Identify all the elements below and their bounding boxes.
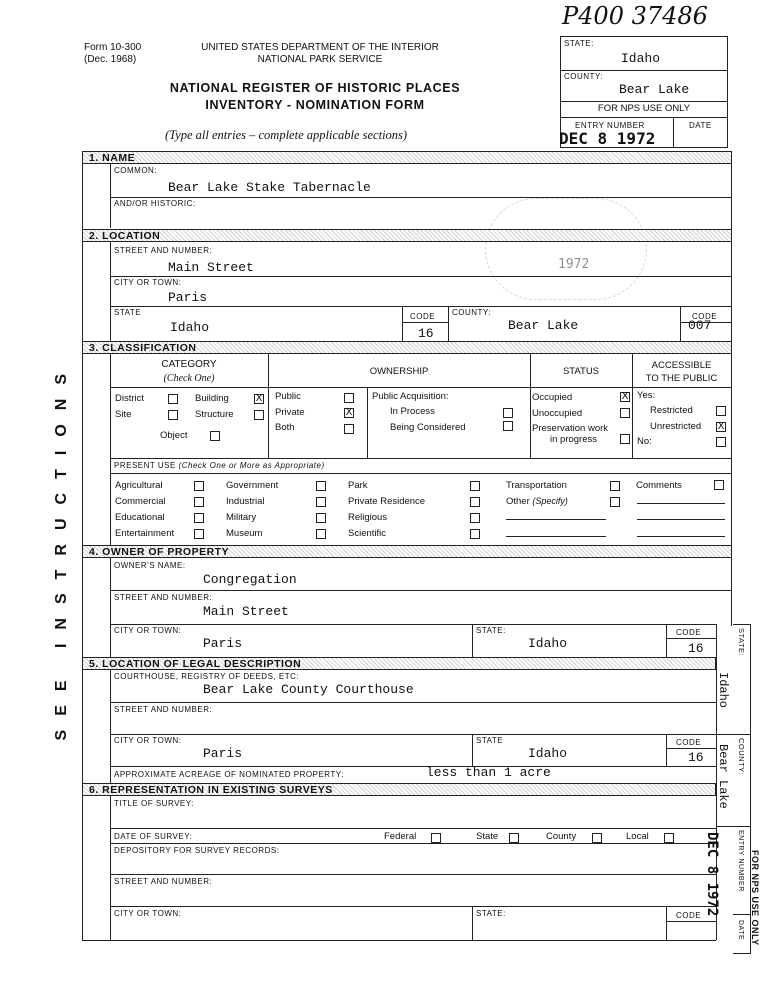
rb-county-label: COUNTY: [564, 72, 604, 81]
handwritten-reference: P400 37486 [562, 2, 708, 30]
cat-structure-checkbox[interactable] [254, 410, 264, 420]
cat-building-checkbox[interactable]: X [255, 393, 263, 404]
section-3-title: 3. CLASSIFICATION [89, 342, 197, 354]
status-preservation-checkbox[interactable] [620, 434, 630, 444]
section-1-title: 1. NAME [89, 152, 136, 164]
acreage-label: APPROXIMATE ACREAGE OF NOMINATED PROPERTY: [114, 770, 344, 779]
use-private-residence-label: Private Residence [348, 496, 426, 507]
status-occupied-checkbox[interactable]: X [621, 391, 629, 402]
survey-local-checkbox[interactable] [664, 833, 674, 843]
use-other-text: Other [506, 496, 530, 507]
legal-city-label: CITY OR TOWN: [114, 736, 182, 745]
use-park-label: Park [348, 480, 368, 491]
section-6-title: 6. REPRESENTATION IN EXISTING SURVEYS [89, 784, 333, 796]
historic-name-label: AND/OR HISTORIC: [114, 199, 196, 208]
side-entry-stamp: DEC 8 1972 [704, 832, 720, 917]
acq-being-considered-label: Being Considered [390, 422, 466, 433]
category-check-one: (Check One) [163, 373, 215, 384]
use-commercial-checkbox[interactable] [194, 497, 204, 507]
form-id: Form 10-300 [84, 42, 142, 53]
section-1-bar [82, 151, 732, 164]
category-header: CATEGORY [161, 359, 217, 370]
form-title-line-1: NATIONAL REGISTER OF HISTORIC PLACES [169, 81, 461, 95]
own-both-label: Both [275, 422, 295, 433]
court-value: Bear Lake County Courthouse [203, 682, 414, 697]
section-5-bar [82, 657, 716, 670]
loc-county-code-label: CODE [692, 312, 718, 321]
use-religious-label: Religious [348, 512, 388, 523]
rb-state-value: Idaho [621, 51, 661, 66]
status-unoccupied-label: Unoccupied [532, 408, 583, 419]
loc-city-label: CITY OR TOWN: [114, 278, 182, 287]
use-other-specify: (Specify) [532, 496, 568, 506]
use-agricultural-checkbox[interactable] [194, 481, 204, 491]
use-religious-checkbox[interactable] [470, 513, 480, 523]
owner-state-label: STATE: [476, 626, 506, 635]
loc-state-value: Idaho [170, 320, 210, 335]
status-header: STATUS [562, 366, 600, 377]
cat-district-checkbox[interactable] [168, 394, 178, 404]
survey-federal-label: Federal [384, 831, 417, 842]
access-yes-label: Yes: [637, 390, 656, 401]
acq-in-process-label: In Process [390, 406, 435, 417]
use-industrial-checkbox[interactable] [316, 497, 326, 507]
side-strip [733, 624, 751, 954]
loc-county-label: COUNTY: [452, 308, 492, 317]
access-unrestricted-checkbox[interactable]: X [717, 421, 725, 432]
section-4-title: 4. OWNER OF PROPERTY [89, 546, 230, 558]
owner-state-value: Idaho [528, 636, 568, 651]
section-2-bar [82, 229, 732, 242]
use-government-label: Government [226, 480, 279, 491]
access-no-label: No: [637, 436, 652, 447]
rb-nps-only: FOR NPS USE ONLY [597, 103, 691, 114]
common-name-label: COMMON: [114, 166, 158, 175]
cat-site-label: Site [115, 409, 132, 420]
use-entertainment-label: Entertainment [115, 528, 175, 539]
present-use-header [114, 461, 325, 470]
use-scientific-label: Scientific [348, 528, 387, 539]
acreage-value: less than 1 acre [426, 765, 551, 780]
legal-code-label: CODE [676, 738, 702, 747]
court-label: COURTHOUSE, REGISTRY OF DEEDS, ETC: [114, 672, 300, 681]
use-comments-checkbox[interactable] [714, 480, 724, 490]
survey-local-label: Local [626, 831, 649, 842]
own-public-label: Public [275, 391, 301, 402]
loc-street-label: STREET AND NUMBER: [114, 246, 213, 255]
legal-city-value: Paris [203, 746, 243, 761]
use-government-checkbox[interactable] [316, 481, 326, 491]
status-occupied-label: Occupied [532, 392, 573, 403]
side-entry-label: ENTRY NUMBER [737, 830, 744, 892]
form-date: (Dec. 1968) [84, 54, 137, 65]
survey-date-label: DATE OF SURVEY: [114, 832, 193, 841]
legal-code-value: 16 [688, 750, 704, 765]
access-restricted-checkbox[interactable] [716, 406, 726, 416]
cat-object-checkbox[interactable] [210, 431, 220, 441]
owner-city-label: CITY OR TOWN: [114, 626, 182, 635]
cat-site-checkbox[interactable] [168, 410, 178, 420]
owner-street-value: Main Street [203, 604, 289, 619]
cat-structure-label: Structure [195, 409, 234, 420]
form-title-line-2: INVENTORY - NOMINATION FORM [205, 98, 425, 112]
survey-code-label: CODE [676, 911, 702, 920]
loc-state-label: STATE [114, 308, 142, 317]
side-state-value: Idaho [716, 672, 730, 709]
agency-line-2: NATIONAL PARK SERVICE [257, 54, 383, 65]
use-agricultural-label: Agricultural [115, 480, 163, 491]
accessible-line-1: ACCESSIBLE [651, 360, 712, 371]
use-park-checkbox[interactable] [470, 481, 480, 491]
use-museum-label: Museum [226, 528, 263, 539]
loc-state-code-label: CODE [410, 312, 436, 321]
depository-label: DEPOSITORY FOR SURVEY RECORDS: [114, 846, 280, 855]
access-restricted-label: Restricted [650, 405, 693, 416]
access-no-checkbox[interactable] [716, 437, 726, 447]
acq-in-process-checkbox[interactable] [503, 408, 513, 418]
access-unrestricted-label: Unrestricted [650, 421, 702, 432]
use-educational-label: Educational [115, 512, 165, 523]
use-educational-checkbox[interactable] [194, 513, 204, 523]
loc-city-value: Paris [168, 290, 208, 305]
use-scientific-checkbox[interactable] [470, 529, 480, 539]
accessible-line-2: TO THE PUBLIC [645, 373, 718, 384]
cat-building-label: Building [195, 393, 229, 404]
present-use-label: PRESENT USE [114, 461, 176, 470]
owner-street-label: STREET AND NUMBER: [114, 593, 213, 602]
survey-federal-checkbox[interactable] [431, 833, 441, 843]
cat-object-label: Object [160, 430, 188, 441]
survey-county-checkbox[interactable] [592, 833, 602, 843]
present-use-note: (Check One or More as Appropriate) [178, 461, 325, 470]
survey-state-checkbox[interactable] [509, 833, 519, 843]
legal-state-value: Idaho [528, 746, 568, 761]
status-preservation-label [532, 423, 608, 445]
loc-county-value: Bear Lake [508, 318, 579, 333]
side-county-label: COUNTY: [737, 738, 746, 775]
public-acquisition-label: Public Acquisition: [372, 391, 449, 402]
section-5-title: 5. LOCATION OF LEGAL DESCRIPTION [89, 658, 302, 670]
survey-street-label: STREET AND NUMBER: [114, 877, 213, 886]
use-military-checkbox[interactable] [316, 513, 326, 523]
survey-title-label: TITLE OF SURVEY: [114, 799, 194, 808]
survey-state-label: State [476, 831, 499, 842]
section-4-bar [82, 545, 732, 558]
received-stamp-date: 1972 [558, 257, 590, 272]
use-comments-label: Comments [636, 480, 682, 491]
status-preservation-line-2: in progress [550, 434, 597, 445]
use-commercial-label: Commercial [115, 496, 166, 507]
side-date-label: DATE [737, 920, 744, 941]
survey-state-field-label: STATE: [476, 909, 506, 918]
use-other-label [506, 496, 568, 507]
use-transportation-checkbox[interactable] [610, 481, 620, 491]
rb-state-label: STATE: [564, 39, 594, 48]
ownership-header: OWNERSHIP [369, 366, 429, 377]
legal-street-label: STREET AND NUMBER: [114, 705, 213, 714]
accessible-header [632, 359, 731, 385]
nps-state-box [560, 36, 728, 148]
side-county-value: Bear Lake [716, 744, 730, 809]
rb-county-value: Bear Lake [619, 82, 690, 97]
owner-code-label: CODE [676, 628, 702, 637]
survey-county-label: County [546, 831, 577, 842]
use-transportation-label: Transportation [506, 480, 567, 491]
agency-block [180, 42, 460, 66]
rb-entry-stamp: DEC 8 1972 [559, 129, 656, 148]
side-nps-only: FOR NPS USE ONLY [750, 850, 760, 946]
loc-county-code: 007 [688, 318, 712, 333]
see-instructions: SEE INSTRUCTIONS [53, 360, 70, 741]
loc-state-code: 16 [418, 326, 434, 341]
owner-name-value: Congregation [203, 572, 297, 587]
form-id-block [84, 42, 141, 66]
owner-city-value: Paris [203, 636, 243, 651]
use-private-residence-checkbox[interactable] [470, 497, 480, 507]
own-both-checkbox[interactable] [344, 424, 354, 434]
use-industrial-label: Industrial [226, 496, 265, 507]
own-public-checkbox[interactable] [344, 393, 354, 403]
rb-date-label: DATE [689, 121, 712, 130]
own-private-label: Private [275, 407, 305, 418]
type-instructions: (Type all entries – complete applicable sections) [165, 128, 408, 142]
use-other-checkbox[interactable] [610, 497, 620, 507]
common-name-value: Bear Lake Stake Tabernacle [168, 180, 371, 195]
loc-street-value: Main Street [168, 260, 254, 275]
legal-state-label: STATE [476, 736, 504, 745]
section-3-bar [82, 341, 732, 354]
side-state-label: STATE: [737, 628, 746, 657]
use-military-label: Military [226, 512, 257, 523]
use-entertainment-checkbox[interactable] [194, 529, 204, 539]
status-unoccupied-checkbox[interactable] [620, 408, 630, 418]
acq-being-considered-checkbox[interactable] [503, 421, 513, 431]
received-stamp [485, 198, 647, 300]
use-museum-checkbox[interactable] [316, 529, 326, 539]
cat-district-label: District [115, 393, 145, 404]
status-preservation-line-1: Preservation work [532, 423, 609, 434]
rb-entry-label: ENTRY NUMBER [575, 121, 645, 130]
owner-code-value: 16 [688, 641, 704, 656]
section-2-title: 2. LOCATION [89, 230, 161, 242]
own-private-checkbox[interactable]: X [345, 407, 353, 418]
survey-city-label: CITY OR TOWN: [114, 909, 182, 918]
agency-line-1: UNITED STATES DEPARTMENT OF THE INTERIOR [201, 42, 439, 53]
owner-name-label: OWNER'S NAME: [114, 561, 186, 570]
section-6-bar [82, 783, 716, 796]
form-title [140, 80, 490, 114]
